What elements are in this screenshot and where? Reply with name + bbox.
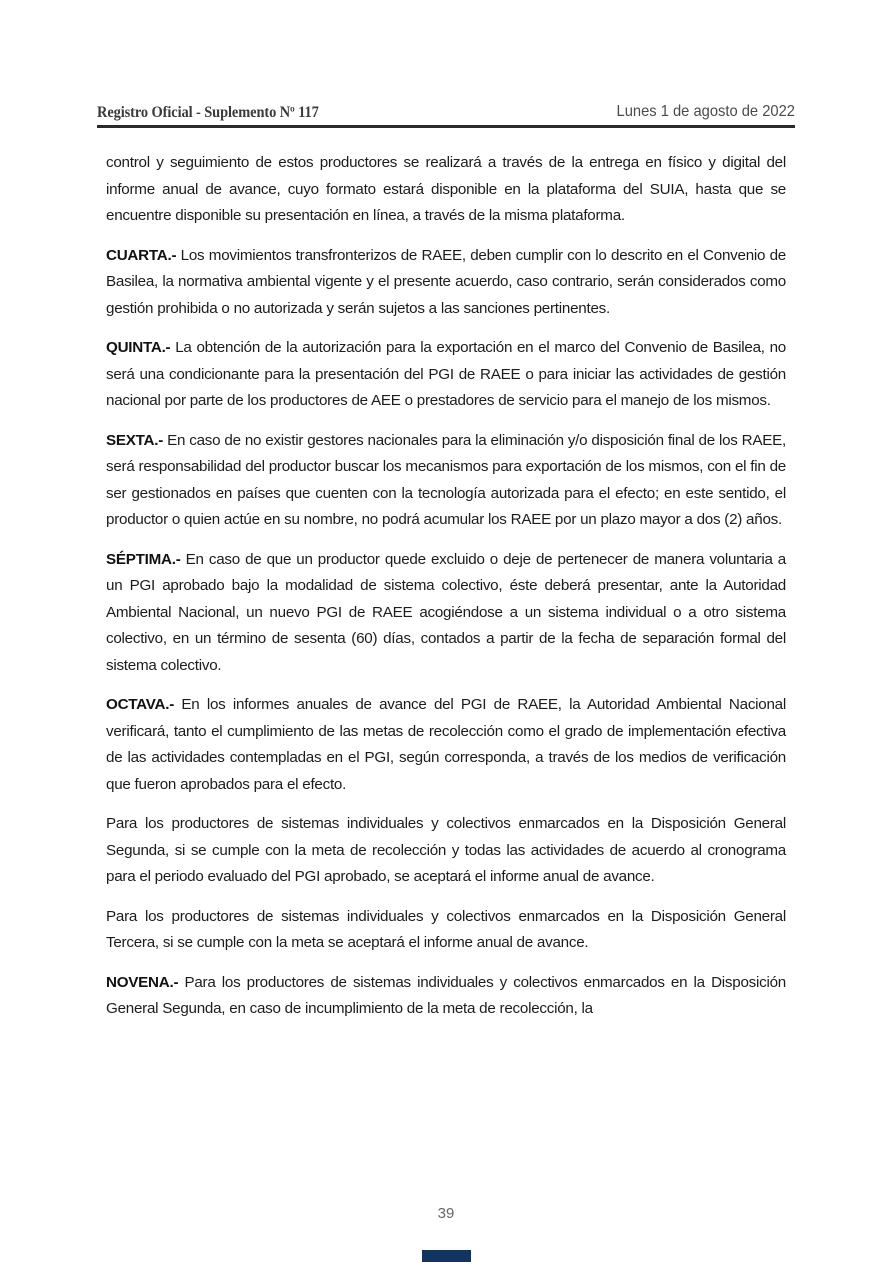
article-heading: SEXTA.- (106, 431, 164, 449)
paragraph-septima (106, 547, 786, 680)
paragraph-novena (106, 970, 786, 1023)
paragraph-text: Los movimientos transfronterizos de RAEE, deben cumplir con lo descrito en el Convenio de Basilea, la normativa ambiental vigente y el presente acuerdo, caso contrario, serán considerados como gestión prohibida o no autorizada y serán sujetos a las sanciones pertinentes. (106, 246, 786, 317)
document-body (106, 150, 786, 1036)
paragraph-text: Para los productores de sistemas individuales y colectivos enmarcados en la Disposición General Segunda, si se cumple con la meta de recolección y todas las actividades de acuerdo al cronograma para el periodo evaluado del PGI aprobado, se aceptará el informe anual de avance. (106, 815, 786, 885)
article-heading: CUARTA.- (106, 246, 177, 264)
paragraph-text: En los informes anuales de avance del PGI de RAEE, la Autoridad Ambiental Nacional verificará, tanto el cumplimiento de las metas de recolección como el grado de implementación efectiva de las actividades contempladas en el PGI, según corresponda, a través de los medios de verificación que fueron aprobados para el efecto. (106, 696, 786, 793)
paragraph-octava-segunda (106, 811, 786, 891)
publication-title: Registro Oficial - Suplemento Nº 117 (97, 104, 319, 121)
paragraph-sexta (106, 428, 786, 534)
page-number: 39 (437, 1205, 455, 1222)
footer-accent-bar (422, 1250, 471, 1262)
article-heading: SÉPTIMA.- (106, 550, 181, 568)
paragraph-text: La obtención de la autorización para la exportación en el marco del Convenio de Basilea, no será una condicionante para la presentación del PGI de RAEE o para iniciar las actividades de gestión nacional por parte de los productores de AEE o prestadores de servicio para el manejo de los mismos. (106, 339, 786, 409)
article-heading: QUINTA.- (106, 339, 171, 356)
publication-date: Lunes 1 de agosto de 2022 (616, 103, 795, 120)
article-heading: NOVENA.- (106, 973, 179, 991)
paragraph-text: Para los productores de sistemas individuales y colectivos enmarcados en la Disposición General Segunda, en caso de incumplimiento de la meta de recolección, la (106, 973, 786, 1017)
page-header (97, 102, 795, 124)
paragraph-cuarta (106, 243, 786, 323)
paragraph-quinta (106, 335, 786, 415)
paragraph-octava (106, 692, 786, 798)
paragraph-text: Para los productores de sistemas individuales y colectivos enmarcados en la Disposición General Tercera, si se cumple con la meta se aceptará el informe anual de avance. (106, 907, 786, 951)
paragraph-text: En caso de no existir gestores nacionales para la eliminación y/o disposición final de los RAEE, será responsabilidad del productor buscar los mecanismos para exportación de los mismos, con el fin de ser gestionados en países que cuenten con la tecnología autorizada para el efecto; en este sentido, el productor o quien actúe en su nombre, no podrá acumular los RAEE por un plazo mayor a dos (2) años. (106, 431, 786, 528)
paragraph-octava-tercera (106, 904, 786, 957)
paragraph-continuation (106, 150, 786, 230)
header-divider (97, 125, 795, 128)
article-heading: OCTAVA.- (106, 696, 175, 713)
paragraph-text: En caso de que un productor quede excluido o deje de pertenecer de manera voluntaria a un PGI aprobado bajo la modalidad de sistema colectivo, éste deberá presentar, ante la Autoridad Ambiental Nacional, un nuevo PGI de RAEE acogiéndose a un sistema individual o a otro sistema colectivo, en un término de sesenta (60) días, contados a partir de la fecha de separación formal del sistema colectivo. (106, 550, 786, 674)
paragraph-text: control y seguimiento de estos productores se realizará a través de la entrega en físico y digital del informe anual de avance, cuyo formato estará disponible en la plataforma del SUIA, hasta que se encuentre disponible su presentación en línea, a través de la misma plataforma. (106, 154, 786, 224)
